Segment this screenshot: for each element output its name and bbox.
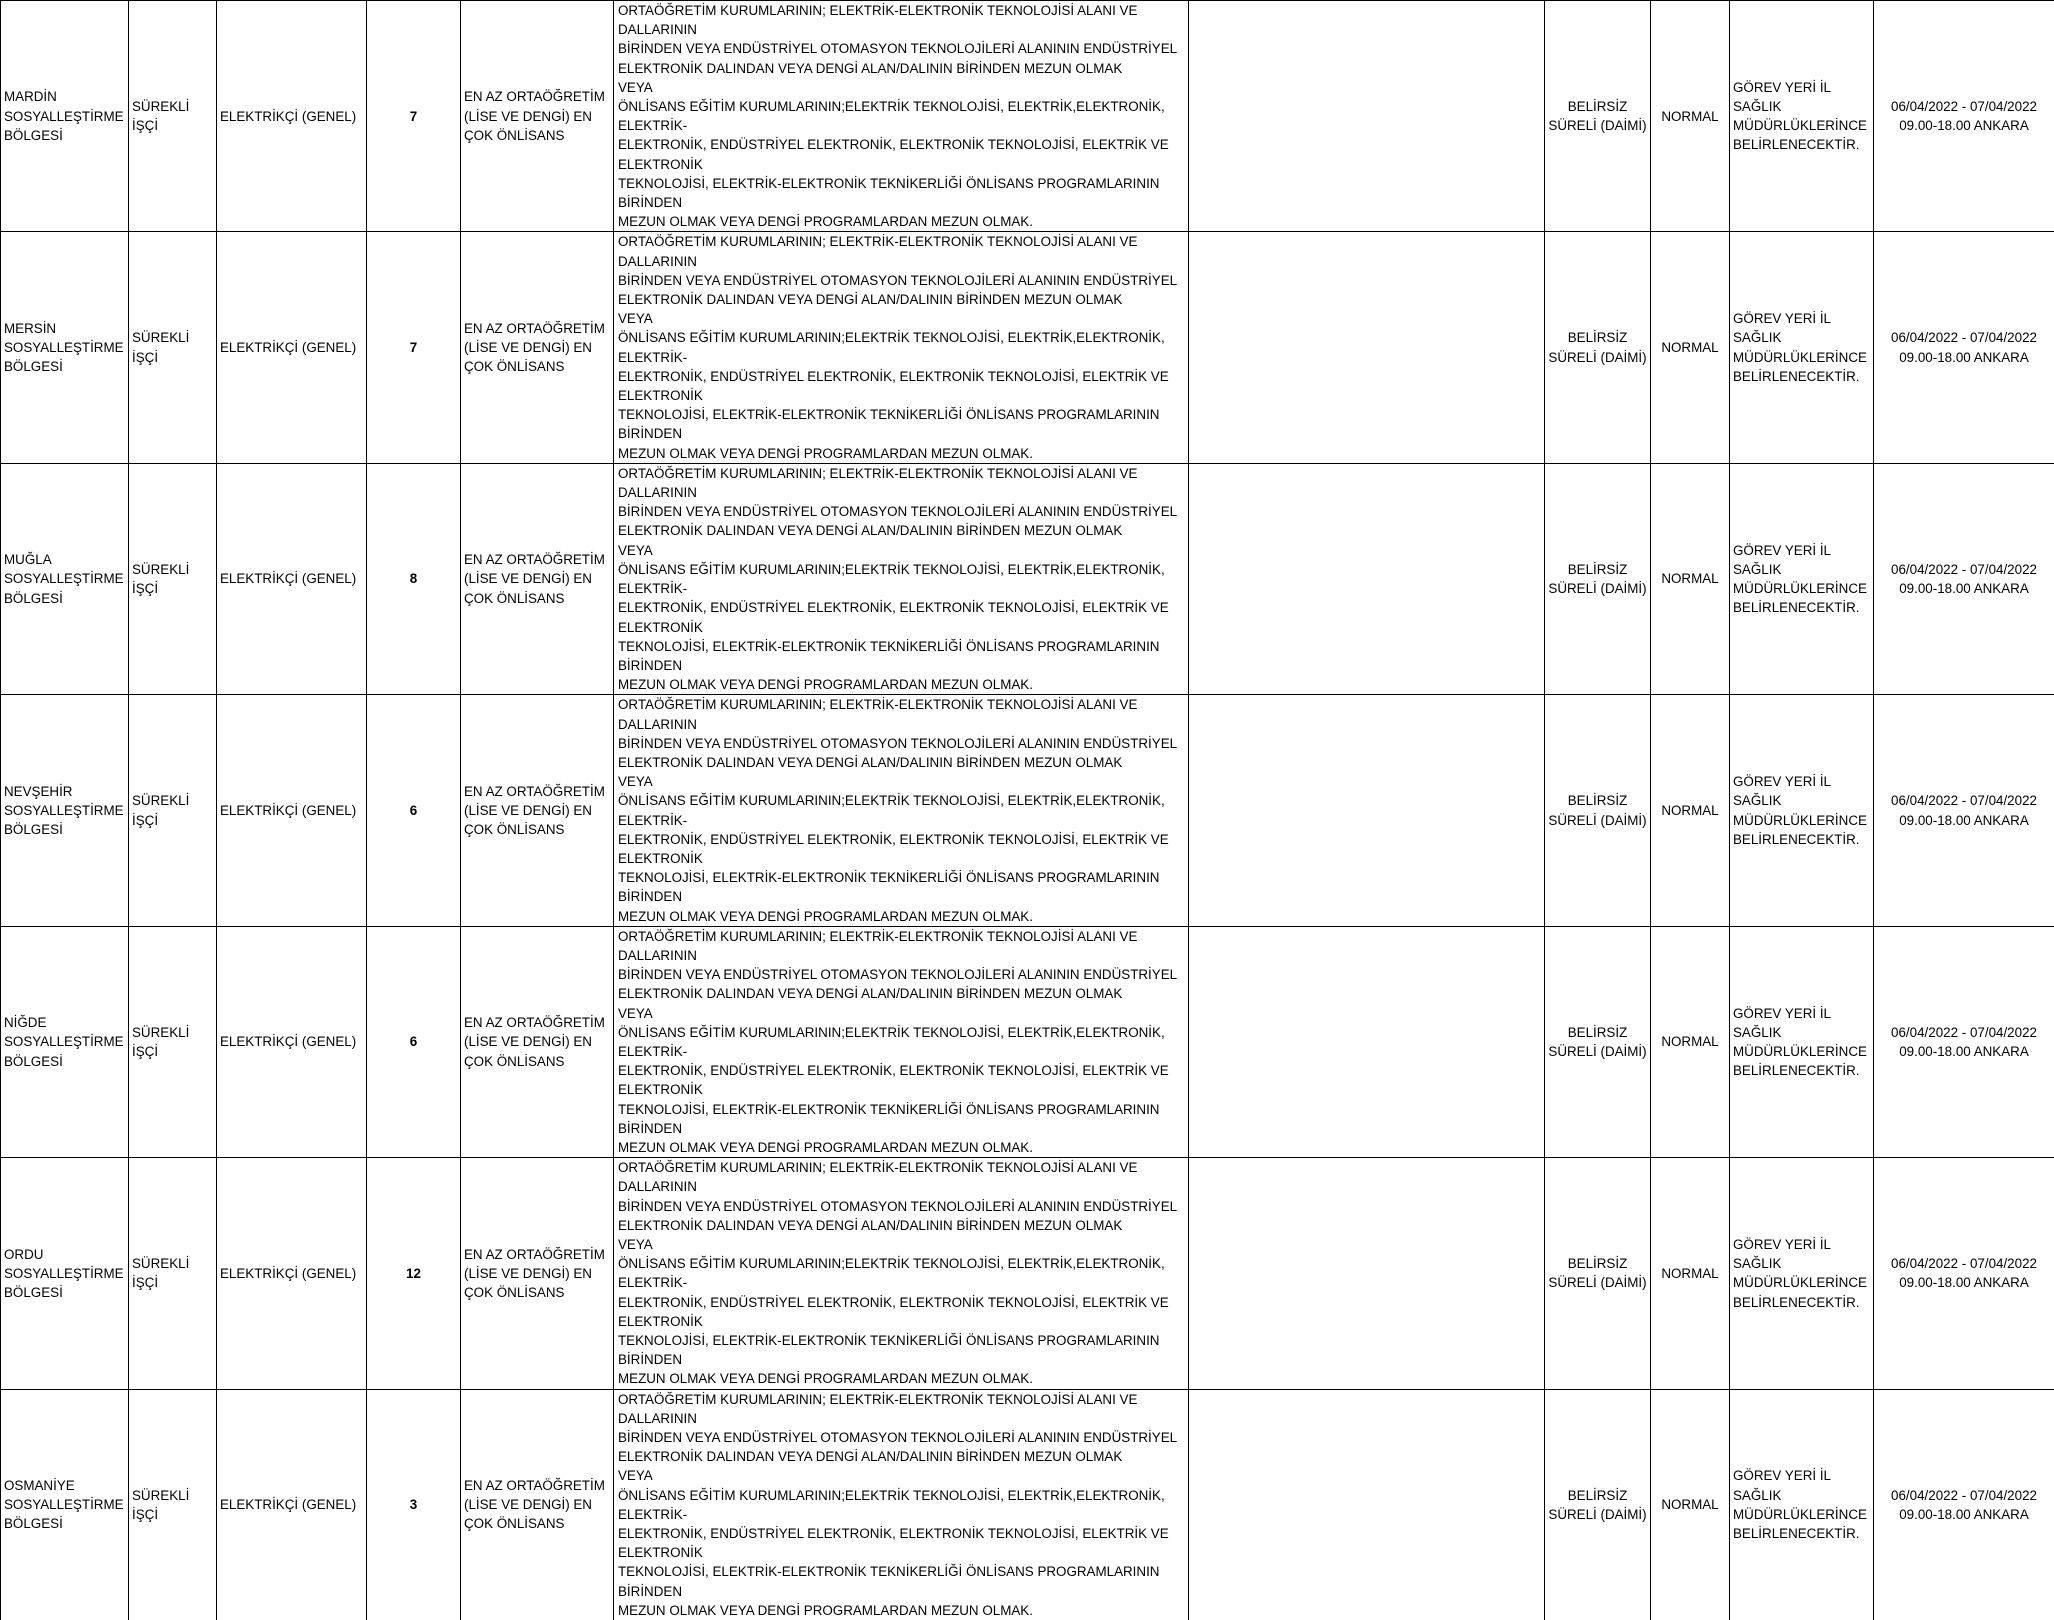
education-cell: EN AZ ORTAÖĞRETİM (LİSE VE DENGİ) EN ÇOK ÖNLİSANS	[461, 926, 614, 1157]
position-cell: ELEKTRİKÇİ (GENEL)	[217, 695, 367, 926]
duration-cell: BELİRSİZ SÜRELİ (DAİMİ)	[1545, 232, 1651, 463]
worker-type-cell: SÜREKLİ İŞÇİ	[129, 1, 217, 232]
date-cell: 06/04/2022 - 07/04/2022 09.00-18.00 ANKARA	[1874, 232, 2054, 463]
education-cell: EN AZ ORTAÖĞRETİM (LİSE VE DENGİ) EN ÇOK ÖNLİSANS	[461, 695, 614, 926]
count-cell: 7	[367, 1, 461, 232]
table-row	[1, 232, 2054, 463]
requirements-cell: ORTAÖĞRETİM KURUMLARININ; ELEKTRİK-ELEKTRONİK TEKNOLOJİSİ ALANI VE DALLARININ BİRİNDEN VEYA ENDÜSTRİYEL OTOMASYON TEKNOLOJİLERİ ALANININ ENDÜSTRİYEL ELEKTRONİK DALINDAN VEYA DENGİ ALAN/DALININ BİRİNDEN MEZUN OLMAK VEYA ÖNLİSANS EĞİTİM KURUMLARININ;ELEKTRİK TEKNOLOJİSİ, ELEKTRİK,ELEKTRONİK, ELEKTRİK- ELEKTRONİK, ENDÜSTRİYEL ELEKTRONİK, ELEKTRONİK TEKNOLOJİSİ, ELEKTRİK VE ELEKTRONİK TEKNOLOJİSİ, ELEKTRİK-ELEKTRONİK TEKNİKERLİĞİ ÖNLİSANS PROGRAMLARININ BİRİNDEN MEZUN OLMAK VEYA DENGİ PROGRAMLARDAN MEZUN OLMAK.	[614, 232, 1189, 463]
position-cell: ELEKTRİKÇİ (GENEL)	[217, 926, 367, 1157]
worker-type-cell: SÜREKLİ İŞÇİ	[129, 695, 217, 926]
count-cell: 8	[367, 463, 461, 694]
duration-cell: BELİRSİZ SÜRELİ (DAİMİ)	[1545, 695, 1651, 926]
region-cell: MERSİN SOSYALLEŞTİRME BÖLGESİ	[1, 232, 129, 463]
position-cell: ELEKTRİKÇİ (GENEL)	[217, 1, 367, 232]
count-cell: 3	[367, 1389, 461, 1620]
duration-cell: BELİRSİZ SÜRELİ (DAİMİ)	[1545, 1389, 1651, 1620]
region-cell: MUĞLA SOSYALLEŞTİRME BÖLGESİ	[1, 463, 129, 694]
other-cell	[1189, 1, 1545, 232]
date-cell: 06/04/2022 - 07/04/2022 09.00-18.00 ANKARA	[1874, 1389, 2054, 1620]
table-row	[1, 1158, 2054, 1389]
table-row	[1, 1, 2054, 232]
location-cell: GÖREV YERİ İL SAĞLIK MÜDÜRLÜKLERİNCE BELİRLENECEKTİR.	[1730, 1158, 1874, 1389]
duration-cell: BELİRSİZ SÜRELİ (DAİMİ)	[1545, 463, 1651, 694]
date-cell: 06/04/2022 - 07/04/2022 09.00-18.00 ANKARA	[1874, 463, 2054, 694]
count-cell: 6	[367, 926, 461, 1157]
count-cell: 12	[367, 1158, 461, 1389]
status-cell: NORMAL	[1651, 926, 1730, 1157]
other-cell	[1189, 463, 1545, 694]
status-cell: NORMAL	[1651, 695, 1730, 926]
region-cell: NİĞDE SOSYALLEŞTİRME BÖLGESİ	[1, 926, 129, 1157]
duration-cell: BELİRSİZ SÜRELİ (DAİMİ)	[1545, 1, 1651, 232]
location-cell: GÖREV YERİ İL SAĞLIK MÜDÜRLÜKLERİNCE BELİRLENECEKTİR.	[1730, 232, 1874, 463]
worker-type-cell: SÜREKLİ İŞÇİ	[129, 1158, 217, 1389]
table-row	[1, 1389, 2054, 1620]
education-cell: EN AZ ORTAÖĞRETİM (LİSE VE DENGİ) EN ÇOK ÖNLİSANS	[461, 463, 614, 694]
other-cell	[1189, 695, 1545, 926]
status-cell: NORMAL	[1651, 463, 1730, 694]
region-cell: ORDU SOSYALLEŞTİRME BÖLGESİ	[1, 1158, 129, 1389]
status-cell: NORMAL	[1651, 1389, 1730, 1620]
location-cell: GÖREV YERİ İL SAĞLIK MÜDÜRLÜKLERİNCE BELİRLENECEKTİR.	[1730, 1, 1874, 232]
requirements-cell: ORTAÖĞRETİM KURUMLARININ; ELEKTRİK-ELEKTRONİK TEKNOLOJİSİ ALANI VE DALLARININ BİRİNDEN VEYA ENDÜSTRİYEL OTOMASYON TEKNOLOJİLERİ ALANININ ENDÜSTRİYEL ELEKTRONİK DALINDAN VEYA DENGİ ALAN/DALININ BİRİNDEN MEZUN OLMAK VEYA ÖNLİSANS EĞİTİM KURUMLARININ;ELEKTRİK TEKNOLOJİSİ, ELEKTRİK,ELEKTRONİK, ELEKTRİK- ELEKTRONİK, ENDÜSTRİYEL ELEKTRONİK, ELEKTRONİK TEKNOLOJİSİ, ELEKTRİK VE ELEKTRONİK TEKNOLOJİSİ, ELEKTRİK-ELEKTRONİK TEKNİKERLİĞİ ÖNLİSANS PROGRAMLARININ BİRİNDEN MEZUN OLMAK VEYA DENGİ PROGRAMLARDAN MEZUN OLMAK.	[614, 1, 1189, 232]
table-row	[1, 463, 2054, 694]
education-cell: EN AZ ORTAÖĞRETİM (LİSE VE DENGİ) EN ÇOK ÖNLİSANS	[461, 1, 614, 232]
region-cell: NEVŞEHİR SOSYALLEŞTİRME BÖLGESİ	[1, 695, 129, 926]
education-cell: EN AZ ORTAÖĞRETİM (LİSE VE DENGİ) EN ÇOK ÖNLİSANS	[461, 1158, 614, 1389]
count-cell: 7	[367, 232, 461, 463]
position-cell: ELEKTRİKÇİ (GENEL)	[217, 463, 367, 694]
worker-type-cell: SÜREKLİ İŞÇİ	[129, 926, 217, 1157]
date-cell: 06/04/2022 - 07/04/2022 09.00-18.00 ANKARA	[1874, 1158, 2054, 1389]
location-cell: GÖREV YERİ İL SAĞLIK MÜDÜRLÜKLERİNCE BELİRLENECEKTİR.	[1730, 695, 1874, 926]
table-row	[1, 926, 2054, 1157]
status-cell: NORMAL	[1651, 232, 1730, 463]
date-cell: 06/04/2022 - 07/04/2022 09.00-18.00 ANKARA	[1874, 926, 2054, 1157]
position-cell: ELEKTRİKÇİ (GENEL)	[217, 1389, 367, 1620]
worker-type-cell: SÜREKLİ İŞÇİ	[129, 1389, 217, 1620]
other-cell	[1189, 926, 1545, 1157]
region-cell: MARDİN SOSYALLEŞTİRME BÖLGESİ	[1, 1, 129, 232]
other-cell	[1189, 1158, 1545, 1389]
position-cell: ELEKTRİKÇİ (GENEL)	[217, 232, 367, 463]
education-cell: EN AZ ORTAÖĞRETİM (LİSE VE DENGİ) EN ÇOK ÖNLİSANS	[461, 232, 614, 463]
other-cell	[1189, 232, 1545, 463]
requirements-cell: ORTAÖĞRETİM KURUMLARININ; ELEKTRİK-ELEKTRONİK TEKNOLOJİSİ ALANI VE DALLARININ BİRİNDEN VEYA ENDÜSTRİYEL OTOMASYON TEKNOLOJİLERİ ALANININ ENDÜSTRİYEL ELEKTRONİK DALINDAN VEYA DENGİ ALAN/DALININ BİRİNDEN MEZUN OLMAK VEYA ÖNLİSANS EĞİTİM KURUMLARININ;ELEKTRİK TEKNOLOJİSİ, ELEKTRİK,ELEKTRONİK, ELEKTRİK- ELEKTRONİK, ENDÜSTRİYEL ELEKTRONİK, ELEKTRONİK TEKNOLOJİSİ, ELEKTRİK VE ELEKTRONİK TEKNOLOJİSİ, ELEKTRİK-ELEKTRONİK TEKNİKERLİĞİ ÖNLİSANS PROGRAMLARININ BİRİNDEN MEZUN OLMAK VEYA DENGİ PROGRAMLARDAN MEZUN OLMAK.	[614, 695, 1189, 926]
duration-cell: BELİRSİZ SÜRELİ (DAİMİ)	[1545, 1158, 1651, 1389]
requirements-cell: ORTAÖĞRETİM KURUMLARININ; ELEKTRİK-ELEKTRONİK TEKNOLOJİSİ ALANI VE DALLARININ BİRİNDEN VEYA ENDÜSTRİYEL OTOMASYON TEKNOLOJİLERİ ALANININ ENDÜSTRİYEL ELEKTRONİK DALINDAN VEYA DENGİ ALAN/DALININ BİRİNDEN MEZUN OLMAK VEYA ÖNLİSANS EĞİTİM KURUMLARININ;ELEKTRİK TEKNOLOJİSİ, ELEKTRİK,ELEKTRONİK, ELEKTRİK- ELEKTRONİK, ENDÜSTRİYEL ELEKTRONİK, ELEKTRONİK TEKNOLOJİSİ, ELEKTRİK VE ELEKTRONİK TEKNOLOJİSİ, ELEKTRİK-ELEKTRONİK TEKNİKERLİĞİ ÖNLİSANS PROGRAMLARININ BİRİNDEN MEZUN OLMAK VEYA DENGİ PROGRAMLARDAN MEZUN OLMAK.	[614, 463, 1189, 694]
duration-cell: BELİRSİZ SÜRELİ (DAİMİ)	[1545, 926, 1651, 1157]
location-cell: GÖREV YERİ İL SAĞLIK MÜDÜRLÜKLERİNCE BELİRLENECEKTİR.	[1730, 463, 1874, 694]
date-cell: 06/04/2022 - 07/04/2022 09.00-18.00 ANKARA	[1874, 695, 2054, 926]
status-cell: NORMAL	[1651, 1158, 1730, 1389]
worker-type-cell: SÜREKLİ İŞÇİ	[129, 232, 217, 463]
position-cell: ELEKTRİKÇİ (GENEL)	[217, 1158, 367, 1389]
other-cell	[1189, 1389, 1545, 1620]
count-cell: 6	[367, 695, 461, 926]
requirements-cell: ORTAÖĞRETİM KURUMLARININ; ELEKTRİK-ELEKTRONİK TEKNOLOJİSİ ALANI VE DALLARININ BİRİNDEN VEYA ENDÜSTRİYEL OTOMASYON TEKNOLOJİLERİ ALANININ ENDÜSTRİYEL ELEKTRONİK DALINDAN VEYA DENGİ ALAN/DALININ BİRİNDEN MEZUN OLMAK VEYA ÖNLİSANS EĞİTİM KURUMLARININ;ELEKTRİK TEKNOLOJİSİ, ELEKTRİK,ELEKTRONİK, ELEKTRİK- ELEKTRONİK, ENDÜSTRİYEL ELEKTRONİK, ELEKTRONİK TEKNOLOJİSİ, ELEKTRİK VE ELEKTRONİK TEKNOLOJİSİ, ELEKTRİK-ELEKTRONİK TEKNİKERLİĞİ ÖNLİSANS PROGRAMLARININ BİRİNDEN MEZUN OLMAK VEYA DENGİ PROGRAMLARDAN MEZUN OLMAK.	[614, 1158, 1189, 1389]
table-row	[1, 695, 2054, 926]
region-cell: OSMANİYE SOSYALLEŞTİRME BÖLGESİ	[1, 1389, 129, 1620]
location-cell: GÖREV YERİ İL SAĞLIK MÜDÜRLÜKLERİNCE BELİRLENECEKTİR.	[1730, 1389, 1874, 1620]
requirements-cell: ORTAÖĞRETİM KURUMLARININ; ELEKTRİK-ELEKTRONİK TEKNOLOJİSİ ALANI VE DALLARININ BİRİNDEN VEYA ENDÜSTRİYEL OTOMASYON TEKNOLOJİLERİ ALANININ ENDÜSTRİYEL ELEKTRONİK DALINDAN VEYA DENGİ ALAN/DALININ BİRİNDEN MEZUN OLMAK VEYA ÖNLİSANS EĞİTİM KURUMLARININ;ELEKTRİK TEKNOLOJİSİ, ELEKTRİK,ELEKTRONİK, ELEKTRİK- ELEKTRONİK, ENDÜSTRİYEL ELEKTRONİK, ELEKTRONİK TEKNOLOJİSİ, ELEKTRİK VE ELEKTRONİK TEKNOLOJİSİ, ELEKTRİK-ELEKTRONİK TEKNİKERLİĞİ ÖNLİSANS PROGRAMLARININ BİRİNDEN MEZUN OLMAK VEYA DENGİ PROGRAMLARDAN MEZUN OLMAK.	[614, 926, 1189, 1157]
location-cell: GÖREV YERİ İL SAĞLIK MÜDÜRLÜKLERİNCE BELİRLENECEKTİR.	[1730, 926, 1874, 1157]
worker-type-cell: SÜREKLİ İŞÇİ	[129, 463, 217, 694]
education-cell: EN AZ ORTAÖĞRETİM (LİSE VE DENGİ) EN ÇOK ÖNLİSANS	[461, 1389, 614, 1620]
status-cell: NORMAL	[1651, 1, 1730, 232]
table-body	[1, 1, 2054, 1620]
date-cell: 06/04/2022 - 07/04/2022 09.00-18.00 ANKARA	[1874, 1, 2054, 232]
requirements-cell: ORTAÖĞRETİM KURUMLARININ; ELEKTRİK-ELEKTRONİK TEKNOLOJİSİ ALANI VE DALLARININ BİRİNDEN VEYA ENDÜSTRİYEL OTOMASYON TEKNOLOJİLERİ ALANININ ENDÜSTRİYEL ELEKTRONİK DALINDAN VEYA DENGİ ALAN/DALININ BİRİNDEN MEZUN OLMAK VEYA ÖNLİSANS EĞİTİM KURUMLARININ;ELEKTRİK TEKNOLOJİSİ, ELEKTRİK,ELEKTRONİK, ELEKTRİK- ELEKTRONİK, ENDÜSTRİYEL ELEKTRONİK, ELEKTRONİK TEKNOLOJİSİ, ELEKTRİK VE ELEKTRONİK TEKNOLOJİSİ, ELEKTRİK-ELEKTRONİK TEKNİKERLİĞİ ÖNLİSANS PROGRAMLARININ BİRİNDEN MEZUN OLMAK VEYA DENGİ PROGRAMLARDAN MEZUN OLMAK.	[614, 1389, 1189, 1620]
